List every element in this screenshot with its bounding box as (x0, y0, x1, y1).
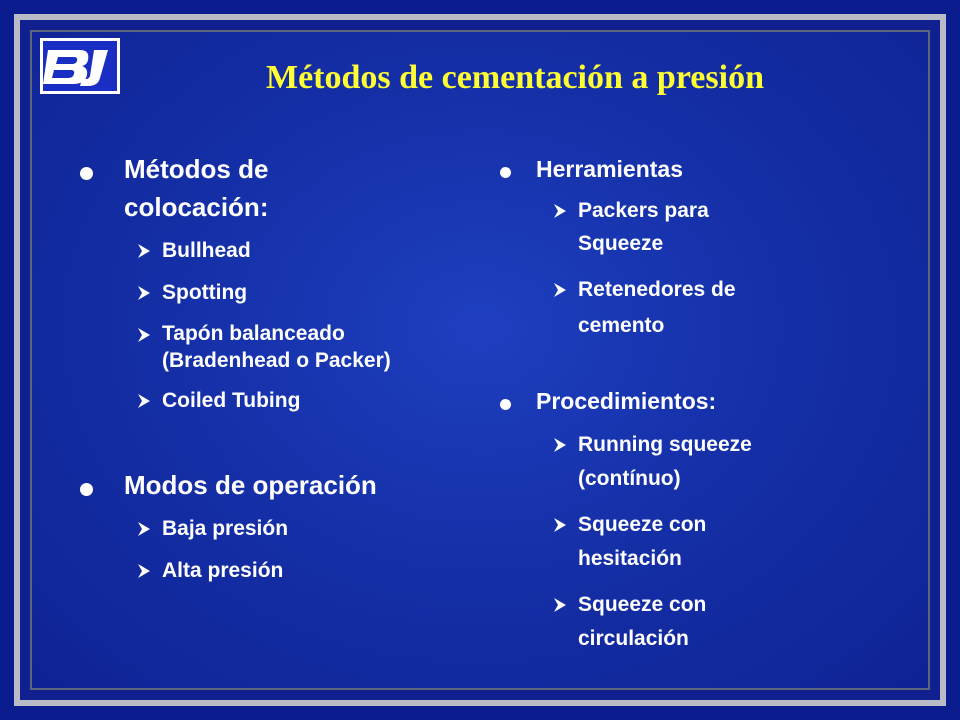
bullet-dot-icon (500, 399, 511, 410)
sub-list (552, 194, 850, 344)
list-item: Baja presión (136, 514, 460, 544)
list-item: Squeeze con circulación (552, 588, 850, 656)
list-item: Tapón balanceado (Bradenhead o Packer) (136, 320, 460, 374)
arrowhead-icon (552, 203, 568, 219)
section-heading (80, 466, 460, 504)
list-item: Coiled Tubing (136, 386, 460, 416)
arrowhead-icon (552, 517, 568, 533)
bullet-dot-icon (80, 167, 93, 180)
heading-text: Métodos de colocación: (124, 154, 269, 222)
arrowhead-icon (136, 393, 152, 409)
arrowhead-icon (136, 521, 152, 537)
sub-list (136, 236, 460, 416)
heading-text: Modos de operación (124, 470, 377, 500)
bullet-dot-icon (80, 483, 93, 496)
list-item: Running squeeze (contínuo) (552, 428, 850, 496)
arrowhead-icon (552, 437, 568, 453)
bullet-dot-icon (500, 167, 511, 178)
arrowhead-icon (136, 327, 152, 343)
heading-text: Procedimientos: (536, 388, 717, 414)
arrowhead-icon (136, 243, 152, 259)
bj-logo (40, 38, 120, 94)
arrowhead-icon (552, 597, 568, 613)
section-heading (500, 152, 850, 186)
section-heading (500, 384, 850, 418)
arrowhead-icon (136, 563, 152, 579)
list-item: Squeeze con hesitación (552, 508, 850, 576)
list-item: Alta presión (136, 556, 460, 586)
arrowhead-icon (136, 285, 152, 301)
list-item: Packers para Squeeze (552, 194, 850, 260)
arrowhead-icon (552, 282, 568, 298)
slide-title: Métodos de cementación a presión (266, 59, 764, 96)
list-item: Spotting (136, 278, 460, 308)
list-item: Bullhead (136, 236, 460, 266)
list-item: Retenedores de cemento (552, 272, 850, 344)
right-column (500, 152, 850, 656)
left-column (80, 150, 460, 586)
sub-list (552, 428, 850, 656)
section-heading (80, 150, 460, 226)
sub-list (136, 514, 460, 586)
heading-text: Herramientas (536, 156, 684, 182)
